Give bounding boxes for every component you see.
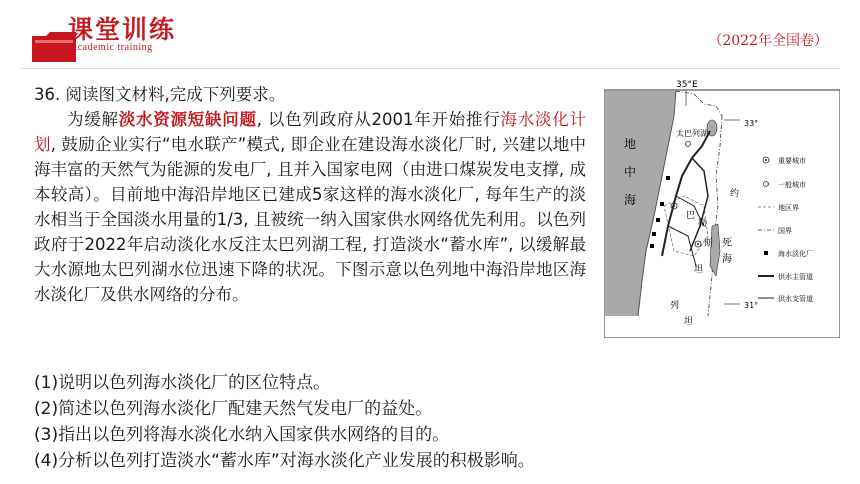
legend-item-desalination-plant: 海水淡化厂 [778,250,813,258]
question-item-2: (2)简述以色列海水淡化厂配建天然气发电厂的益处。 [34,399,433,419]
lon-label: 35°E [676,80,698,90]
highlight-water-shortage: 淡水资源短缺问题 [118,110,257,129]
passage [34,82,586,307]
south-label-2: 坦 [684,317,694,327]
place-label-1: 巴 [686,211,696,221]
lat-label-bottom: 31° [744,301,759,310]
question-title: 36. 阅读图文材料,完成下列要求。 [34,85,286,104]
sea-label-1: 地 [624,137,637,151]
question-item-4: (4)分析以色列打造淡水“蓄水库”对海水淡化产业发展的积极影响。 [34,451,535,471]
passage-paragraph [34,107,586,307]
legend-item-major-city: 重要城市 [778,157,806,165]
header-title: 课堂训练 [68,15,177,44]
place-label-4: 坦 [694,265,704,275]
header-subtitle: Academic training [70,42,153,53]
passage-segment-2: , 以色列政府从2001年开始推行 [256,110,501,129]
passage-segment-3: , 鼓励企业实行“电水联产”模式, 即企业在建设海水淡化厂时, 兴建以地中海丰富的天然气为能源的发电厂, 且并入国家电网（由进口煤炭发电支撑, 成本较高）。目前地中海沿岸地区已建成5家这样的海水淡化厂, 每年生产的淡水相当于全国淡水用量的1/3, 且被统一纳入国家供水网络优先利用。以色列政府于2022年启动淡化水反注太巴列湖工程, 打造淡水“蓄水库”, 以缓解最大水源地太巴列湖水位迅速下降的状况。下图示意以色列地中海沿岸地区海水淡化厂及供水网络的分布。 [34,135,586,304]
legend-item-main-pipeline: 供水主管道 [778,273,813,281]
israel-desalination-map [604,76,840,338]
lat-label-top: 33° [744,119,759,128]
east-label: 约 [730,189,740,199]
exam-source-tag: （2022年全国卷） [708,33,828,49]
south-label-1: 列 [670,301,680,311]
legend-item-national-border: 国界 [778,227,792,235]
dead-sea-label-1: 死 [722,238,732,249]
legend-item-region-border: 地区界 [778,204,799,212]
legend-item-branch-pipeline: 供水支管道 [778,295,813,303]
dead-sea-label-2: 海 [722,254,732,265]
passage-segment-1: 为缓解 [67,110,119,129]
question-list [34,370,834,474]
question-item-1: (1)说明以色列海水淡化厂的区位特点。 [34,373,331,393]
sea-label-3: 海 [624,193,637,207]
place-label-3: 斯 [704,239,714,249]
question-item-3: (3)指出以色列将海水淡化水纳入国家供水网络的目的。 [34,425,450,445]
sea-label-2: 中 [624,165,637,179]
lake-label: 太巴列湖 [676,129,708,138]
highlight-desalination-plan: 海水淡化计划 [34,110,587,154]
place-label-2: 勒 [698,219,708,229]
legend-item-city: 一般城市 [778,181,806,189]
